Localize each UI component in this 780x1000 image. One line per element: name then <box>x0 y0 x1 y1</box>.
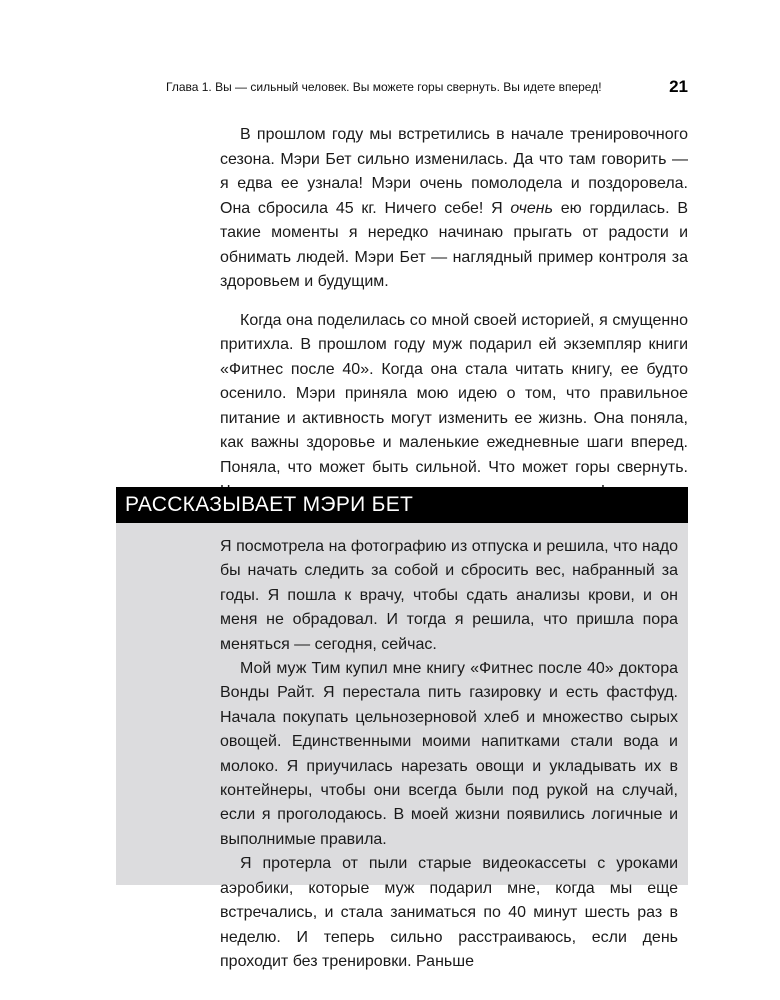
sidebar-paragraph: Я посмотрела на фотографию из отпуска и решила, что надо бы начать следить за собой и сбросить вес, набранный за годы. Я пошла к врачу, чтобы сдать анализы крови, и он меня не обрадовал. И тогда я решила, что пришла пора меняться — сегодня, сейчас. <box>220 538 678 653</box>
sidebar-paragraph: Я протерла от пыли старые видеокассеты с уроками аэробики, которые муж подарил мне, когда мы еще встречались, и стала заниматься по 40 минут шесть раз в неделю. И теперь сильно расстраиваюсь, если день проходит без тренировки. Раньше <box>220 855 678 970</box>
emphasis-word: очень <box>510 199 553 217</box>
sidebar-title: РАССКАЗЫВАЕТ МЭРИ БЕТ <box>125 493 414 516</box>
sidebar-paragraph: Мой муж Тим купил мне книгу «Фитнес после 40» доктора Вонды Райт. Я перестала пить газировку и есть фастфуд. Начала покупать цельнозерновой хлеб и множество сырых овощей. Единственными моими напитками стали вода и молоко. Я приучилась нарезать овощи и укладывать их в контейнеры, чтобы они всегда были под рукой на случай, если я проголодаюсь. В моей жизни появились логичные и выполнимые правила. <box>220 660 678 848</box>
sidebar-text <box>220 535 678 974</box>
sidebar-box <box>116 523 688 970</box>
body-paragraph: Когда она поделилась со мной своей историей, я смущенно притихла. В прошлом году муж подарил ей экземпляр книги «Фитнес после 40». Когда она стала читать книгу, ее будто осенило. Мэри приняла мою идею о том, что правильное питание и активность могут изменить ее жизнь. Она поняла, как важны здоровье и маленькие ежедневные шаги вперед. Поняла, что может быть сильной. Что может горы свернуть. <box>220 311 688 476</box>
body-paragraph-text: ею гордилась. В такие моменты я нередко начинаю прыгать от радости и обнимать людей. Мэри Бет — наглядный пример контроля за здоровьем и будущим. <box>220 199 689 290</box>
running-head: Глава 1. Вы — сильный человек. Вы можете горы свернуть. Вы идете вперед! <box>166 80 602 94</box>
body-paragraph-text: В прошлом году мы встретились в начале тренировочного сезона. Мэри Бет сильно изменилась. Да что там говорить — я едва ее узнала! Мэри очень помолодела и поздоровела. Она сбросила 45 кг. Ничего себе! Я <box>220 126 688 217</box>
main-text <box>220 123 688 519</box>
page-number: 21 <box>669 77 688 96</box>
body-paragraph <box>220 123 688 295</box>
sidebar-header <box>116 487 688 523</box>
